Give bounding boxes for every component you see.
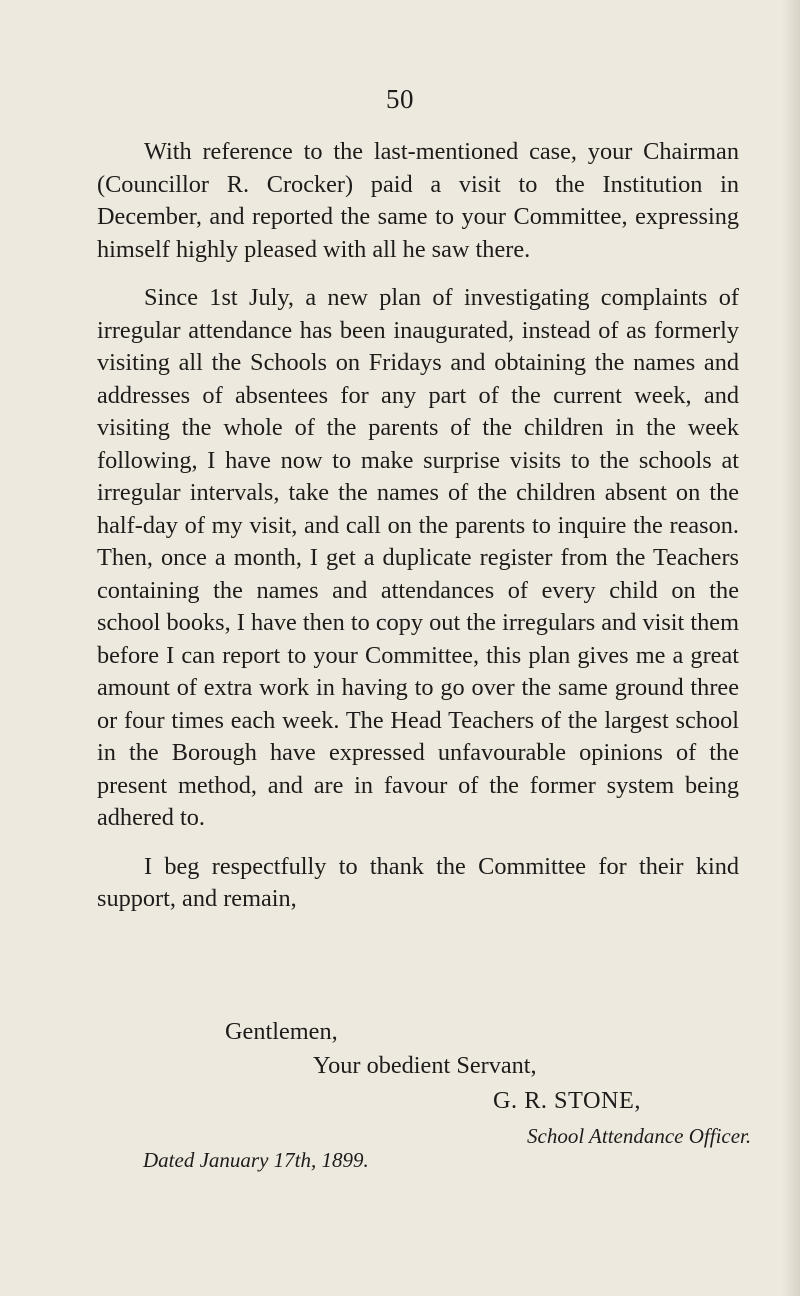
page-edge-shadow bbox=[782, 0, 800, 1296]
signature-name: G. R. STONE, bbox=[493, 1087, 641, 1114]
signatory-title: School Attendance Officer. bbox=[527, 1124, 752, 1148]
paragraph-thanks: I beg respectfully to thank the Committee for their kind support, and remain, bbox=[97, 852, 739, 912]
closing-valediction: Your obedient Servant, bbox=[313, 1052, 537, 1079]
report-body bbox=[97, 136, 739, 932]
paragraph-visit-report: With reference to the last-mentioned case, your Chairman (Councillor R. Crocker) paid a visit to the Institution in December, and reported the same to your Committee, expressing himself highly pleased with all he saw there. bbox=[97, 138, 739, 263]
page-number: 50 bbox=[386, 84, 414, 114]
closing-salutation: Gentlemen, bbox=[225, 1018, 338, 1045]
paragraph-attendance-plan: Since 1st July, a new plan of investigating complaints of irregular attendance has been inaugurated, instead of as formerly visiting all the Schools on Fridays and obtaining the names and addresses of absentees for any part of the current week, and visiting the whole of the parents of the children in the week following, I have now to make surprise visits to the schools at irregular intervals, take the names of the children absent on the half-day of my visit, and call on the parents to inquire the reason. Then, once a month, I get a duplicate register from the Teachers containing the names and attendances of every child on the school books, I have then to copy out the irregulars and visit them before I can report to your Committee, this plan gives me a great amount of extra work in having to go over the same ground three or four times each week. The Head Teachers of the largest school in the Borough have expressed unfavourable opinions of the present method, and are in favour of the former system being adhered to. bbox=[97, 284, 739, 831]
dateline: Dated January 17th, 1899. bbox=[143, 1148, 369, 1172]
